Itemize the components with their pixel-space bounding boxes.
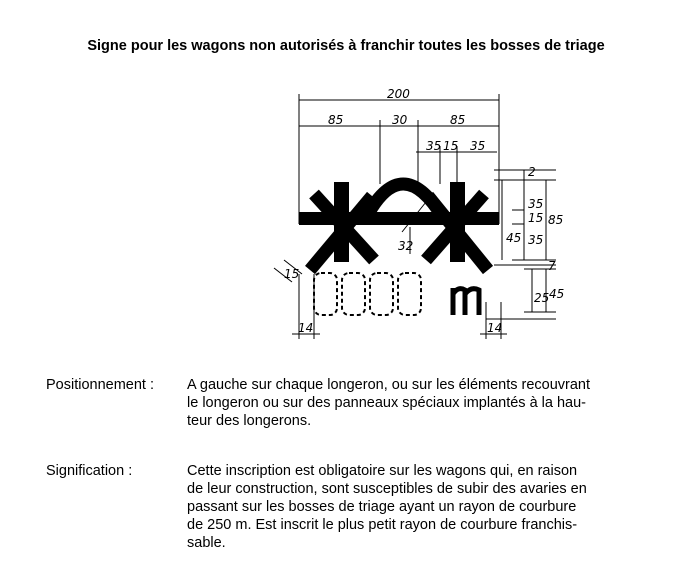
- text-line: sable.: [187, 535, 226, 551]
- dim-left-width: 85: [328, 113, 344, 127]
- dim-total-width: 200: [387, 87, 410, 101]
- sign-technical-drawing: [262, 84, 565, 346]
- dim-35-b: 35: [470, 139, 486, 153]
- dim-14-right: 14: [487, 321, 503, 335]
- dim-2: 2: [528, 165, 536, 179]
- text-line: A gauche sur chaque longeron, ou sur les éléments recouvrant: [187, 377, 591, 393]
- text-line: Cette inscription est obligatoire sur les wagons qui, en raison: [187, 463, 578, 479]
- dim-32: 32: [398, 239, 414, 253]
- dim-15-right: 15: [528, 211, 544, 225]
- dim-40: 40: [412, 213, 428, 227]
- dim-45: 45: [549, 287, 565, 301]
- section-label: Positionnement :: [46, 377, 155, 393]
- dim-45-diag: 45: [506, 231, 522, 245]
- text-line: de leur construction, sont susceptibles de subir des avaries en: [187, 481, 587, 497]
- dim-35-right-b: 35: [528, 233, 544, 247]
- text-line: passant sur les bosses de triage ayant un rayon de courbure: [187, 499, 577, 515]
- dim-15-top: 15: [443, 139, 459, 153]
- dim-35-a: 35: [426, 139, 442, 153]
- dim-25: 25: [534, 291, 550, 305]
- section-text: [187, 376, 663, 430]
- dim-middle-width: 30: [392, 113, 408, 127]
- dim-right-width: 85: [450, 113, 466, 127]
- section-label: Signification :: [46, 463, 133, 479]
- dim-14-left: 14: [298, 321, 314, 335]
- dim-15-diag: 15: [284, 267, 300, 281]
- page-title: Signe pour les wagons non autorisés à franchir toutes les bosses de triage: [87, 38, 605, 54]
- text-line: de 250 m. Est inscrit le plus petit rayon de courbure franchis-: [187, 517, 578, 533]
- dim-7: 7: [548, 259, 556, 273]
- text-line: teur des longerons.: [187, 413, 312, 429]
- dim-85: 85: [548, 213, 564, 227]
- text-line: le longeron ou sur des panneaux spéciaux implantés à la hau-: [187, 395, 587, 411]
- dim-35-right: 35: [528, 197, 544, 211]
- section-text: [187, 462, 663, 552]
